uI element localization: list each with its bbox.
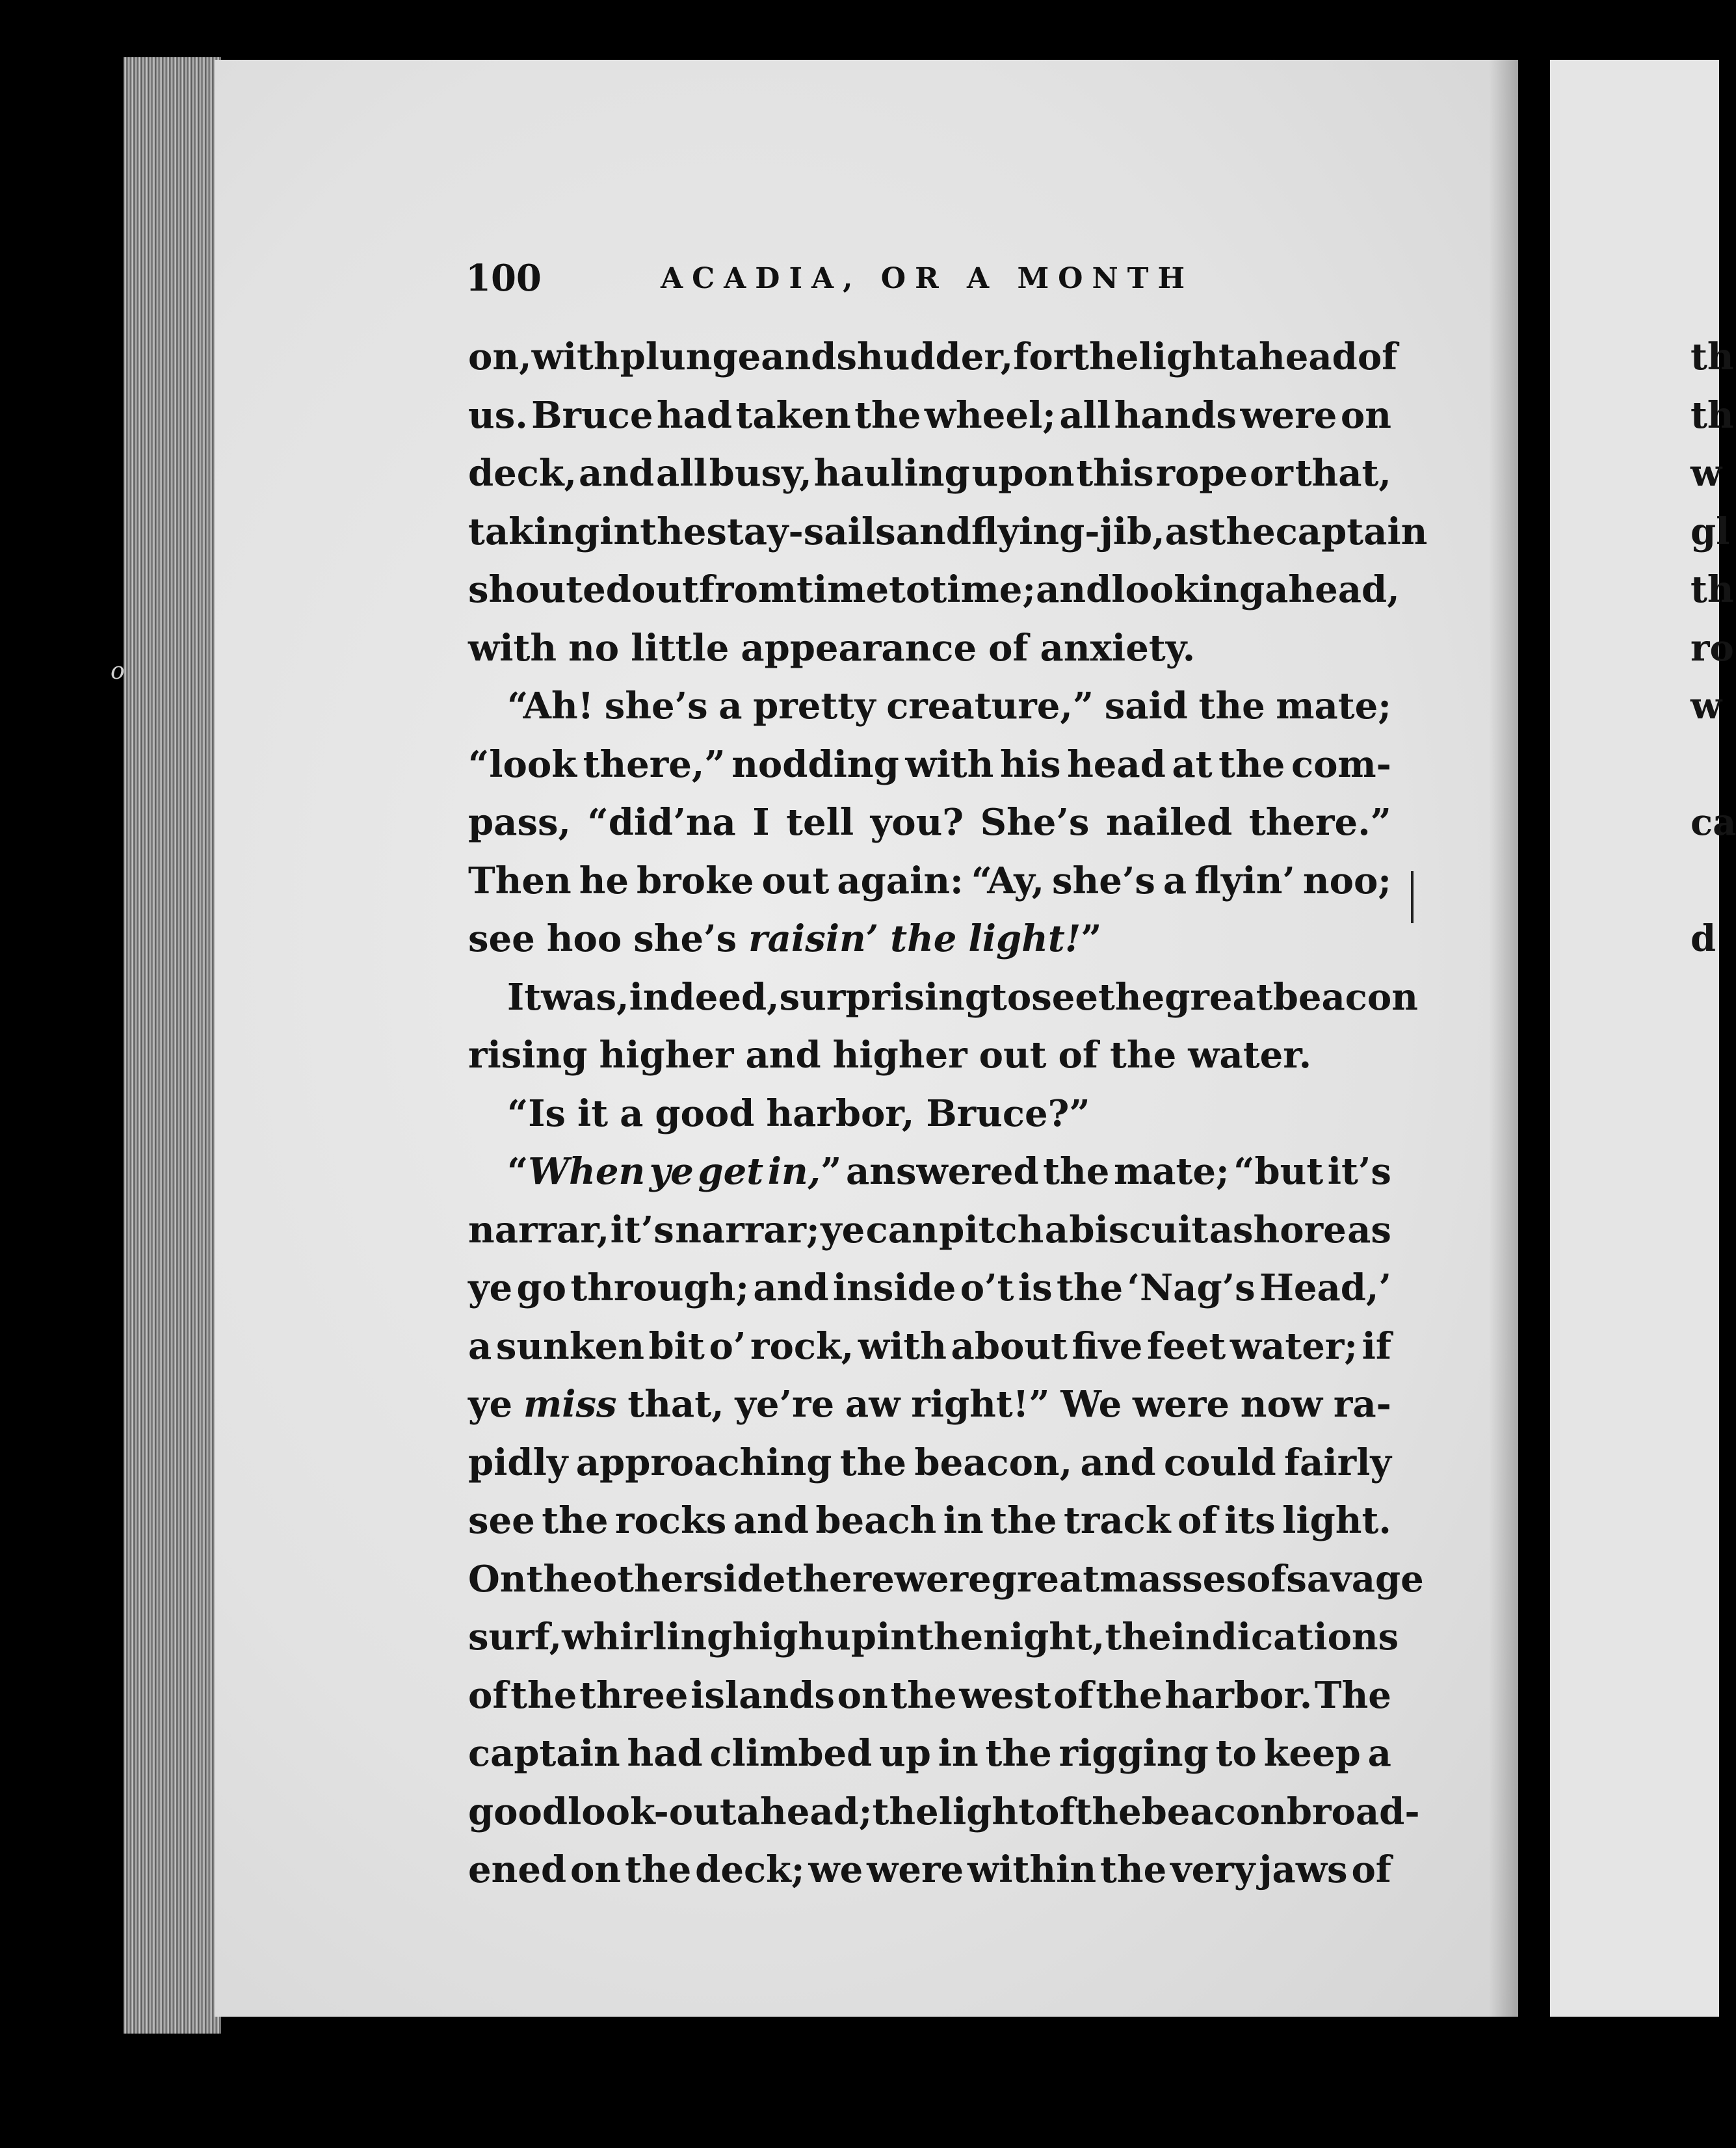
word: beacon, <box>914 1441 1073 1484</box>
word: and <box>579 452 655 495</box>
word: aw <box>845 1383 901 1426</box>
text-line <box>468 387 1391 445</box>
text-line <box>468 1783 1420 1842</box>
word: great <box>991 1557 1100 1601</box>
word: of <box>1351 1848 1391 1891</box>
word: whirling <box>562 1616 733 1658</box>
text-line <box>468 503 1428 562</box>
word: mate; <box>1113 1150 1230 1193</box>
word: good <box>468 1790 568 1833</box>
word: a <box>1367 1732 1391 1775</box>
word: tell <box>786 801 854 844</box>
word: other <box>592 1557 703 1601</box>
word: a <box>1163 859 1187 902</box>
word: all <box>656 452 707 495</box>
text-line <box>468 1201 1391 1260</box>
word: the <box>1075 1790 1142 1833</box>
word: the <box>916 1616 984 1658</box>
word: is <box>1018 1266 1053 1309</box>
word: “look <box>468 742 577 786</box>
word: islands <box>690 1673 835 1717</box>
word: appearance <box>741 626 977 670</box>
word: ened <box>468 1848 567 1891</box>
word: the <box>1198 685 1265 727</box>
word: through; <box>570 1266 750 1309</box>
word: had <box>656 393 733 437</box>
word: ahead <box>1235 335 1358 378</box>
word: flying-jib, <box>971 510 1165 553</box>
word: pidly <box>468 1441 568 1484</box>
facing-page-fragment <box>1690 736 1715 794</box>
word: plunge <box>620 335 761 378</box>
facing-page-fragment: w <box>1690 685 1722 727</box>
word: of <box>1053 1673 1094 1717</box>
word: there.” <box>1248 801 1391 844</box>
word: ahead; <box>736 1790 873 1833</box>
word: ra- <box>1333 1383 1391 1426</box>
page-number: 100 <box>466 257 542 300</box>
word: deck; <box>695 1848 805 1891</box>
word: if <box>1361 1324 1391 1368</box>
word: We <box>1060 1383 1122 1426</box>
word: surf, <box>468 1616 562 1658</box>
word: the <box>1218 742 1285 786</box>
word: with <box>858 1324 947 1368</box>
word: indeed, <box>629 975 780 1019</box>
word: ‘Nag’s <box>1127 1266 1256 1309</box>
margin-mark: o <box>111 658 125 685</box>
word: upon <box>971 452 1075 495</box>
word: with <box>531 335 620 378</box>
word: hauling <box>813 452 970 495</box>
word: out <box>979 1034 1047 1077</box>
word: It <box>507 975 542 1019</box>
text-line <box>468 1259 1391 1318</box>
word: “Ay, <box>971 859 1045 902</box>
word: great <box>1164 975 1273 1019</box>
facing-page-fragment: th <box>1690 393 1734 437</box>
word: now <box>1240 1383 1323 1426</box>
text-line <box>468 1027 1391 1085</box>
text-line <box>468 561 1400 620</box>
word: were <box>1240 393 1337 437</box>
text-line <box>468 1434 1391 1493</box>
body-text <box>468 328 1428 1900</box>
word: the <box>1098 975 1165 1019</box>
word: and <box>733 1499 809 1542</box>
text-line <box>468 1143 1391 1201</box>
facing-page-fragment: gl <box>1690 510 1730 553</box>
word: Bruce <box>531 393 653 437</box>
word: savage <box>1286 1557 1424 1601</box>
word: Bruce?” <box>926 1092 1090 1135</box>
word: the <box>872 1790 939 1833</box>
word: about <box>951 1324 1068 1368</box>
word: narrar; <box>675 1208 820 1251</box>
word: miss <box>523 1383 617 1426</box>
word: and <box>895 510 971 553</box>
text-line <box>468 445 1391 503</box>
word: and <box>753 1266 829 1309</box>
page-edges <box>124 57 221 2034</box>
word: that, <box>627 1383 724 1426</box>
word: time <box>796 568 889 611</box>
word: good <box>655 1092 755 1135</box>
word: time; <box>930 568 1036 611</box>
text-line <box>468 1841 1391 1900</box>
word: the <box>1105 1616 1172 1658</box>
word: a <box>468 1324 492 1368</box>
word: narrar, <box>468 1208 610 1251</box>
facing-page-fragment: ca <box>1690 801 1736 844</box>
word: were <box>894 1557 992 1601</box>
word: indications <box>1171 1616 1399 1658</box>
word: fairly <box>1283 1441 1391 1484</box>
text-line <box>468 852 1391 911</box>
text-line <box>468 1085 1391 1144</box>
word: the <box>1110 1034 1177 1077</box>
facing-page-text <box>1690 328 1736 969</box>
word: the <box>1072 335 1139 378</box>
word: broke <box>637 859 754 902</box>
word: to <box>889 568 930 611</box>
word: The <box>1314 1673 1391 1717</box>
word: the <box>1100 1848 1167 1891</box>
word: Then <box>468 859 572 902</box>
word: ye <box>468 1266 513 1309</box>
word: water. <box>1188 1034 1312 1077</box>
word: rocks <box>614 1499 727 1542</box>
word: little <box>631 626 730 670</box>
word: out <box>631 568 699 611</box>
word: in <box>943 1499 984 1542</box>
word: it <box>577 1092 609 1135</box>
word: of <box>1177 1499 1218 1542</box>
word: right!” <box>911 1383 1050 1426</box>
word: on <box>837 1673 888 1717</box>
word: or <box>1250 452 1293 495</box>
word: was, <box>541 975 629 1019</box>
word: in <box>876 1616 917 1658</box>
spine-shadow <box>1489 60 1521 2017</box>
facing-page-fragment <box>1690 852 1715 911</box>
word: bit <box>648 1324 705 1368</box>
word: the <box>1209 510 1276 553</box>
word: on, <box>468 335 532 378</box>
word: there <box>785 1557 895 1601</box>
word: beacon <box>1141 1790 1287 1833</box>
text-line <box>468 794 1391 852</box>
word: o’ <box>709 1324 746 1368</box>
pencil-mark <box>1411 871 1414 923</box>
word: “Is <box>507 1092 566 1135</box>
word: it’s <box>610 1208 674 1251</box>
running-head <box>466 257 1246 309</box>
word: that, <box>1295 452 1391 495</box>
word: at <box>1172 742 1213 786</box>
word: water; <box>1230 1324 1358 1368</box>
word: head <box>1067 742 1166 786</box>
word: wheel; <box>924 393 1056 437</box>
word: side <box>702 1557 786 1601</box>
word: see <box>468 1499 535 1542</box>
word: broad- <box>1286 1790 1420 1833</box>
word: to <box>1215 1732 1257 1775</box>
text-line <box>468 1551 1424 1609</box>
word: his <box>999 742 1061 786</box>
word: mate; <box>1276 685 1391 727</box>
word: to <box>990 975 1032 1019</box>
word: she’s <box>633 917 737 960</box>
text-line <box>468 910 1391 969</box>
word: rigging <box>1059 1732 1209 1775</box>
word: this <box>1076 452 1154 495</box>
word: She’s <box>980 801 1090 844</box>
text-line <box>468 1492 1391 1551</box>
word: “but <box>1233 1150 1324 1193</box>
word: were <box>867 1848 964 1891</box>
text-line <box>468 1318 1391 1376</box>
word: keep <box>1263 1732 1361 1775</box>
word: and <box>745 1034 821 1077</box>
word: she’s <box>1052 859 1155 902</box>
text-line <box>468 620 1391 678</box>
word: feet <box>1147 1324 1226 1368</box>
word: sunken <box>495 1324 645 1368</box>
word: the <box>625 1848 692 1891</box>
facing-page-fragment: w <box>1690 452 1722 495</box>
word: the <box>510 1673 577 1717</box>
text-line <box>468 736 1391 794</box>
word: and <box>761 335 837 378</box>
word: and <box>1036 568 1112 611</box>
text-line <box>468 969 1418 1027</box>
word: the <box>990 1499 1057 1542</box>
word: for <box>1013 335 1073 378</box>
word: anxiety. <box>1040 626 1196 670</box>
facing-page-fragment: th <box>1690 568 1734 611</box>
word: ye’re <box>735 1383 835 1426</box>
word: answered <box>845 1150 1039 1193</box>
word: the <box>854 393 921 437</box>
word: flyin’ <box>1194 859 1295 902</box>
word: captain <box>1275 510 1428 553</box>
word: light. <box>1282 1499 1391 1542</box>
word: ye <box>821 1208 865 1251</box>
word: rope <box>1155 452 1248 495</box>
word: masses <box>1099 1557 1246 1601</box>
word: ye <box>649 1150 694 1193</box>
word: taken <box>735 393 851 437</box>
word: pass, <box>468 801 571 844</box>
word: can <box>865 1208 938 1251</box>
word: nailed <box>1105 801 1233 844</box>
word: on <box>1340 393 1391 437</box>
word: the <box>1043 1150 1110 1193</box>
word: there,” <box>583 742 726 786</box>
word: up <box>824 1616 876 1658</box>
word: night, <box>983 1616 1105 1658</box>
word: within <box>967 1848 1097 1891</box>
word: On <box>468 1557 527 1601</box>
word: were <box>1133 1383 1230 1426</box>
word: track <box>1063 1499 1171 1542</box>
word: com- <box>1291 742 1391 786</box>
word: in,” <box>767 1150 842 1193</box>
word: taking <box>468 510 600 553</box>
word: light <box>938 1790 1035 1833</box>
word: approaching <box>575 1441 832 1484</box>
word: a <box>620 1092 644 1135</box>
word: on <box>570 1848 622 1891</box>
word: you? <box>870 801 964 844</box>
word: ashore <box>1209 1208 1347 1251</box>
word: the <box>839 1441 907 1484</box>
word: no <box>568 626 620 670</box>
text-line <box>468 1376 1391 1434</box>
word: creature,” <box>886 685 1094 727</box>
word: captain <box>468 1732 620 1775</box>
facing-page-fragment: ro <box>1690 626 1734 670</box>
word: us. <box>468 393 528 437</box>
word: ahead, <box>1265 568 1400 611</box>
word: nodding <box>731 742 899 786</box>
word: light!” <box>968 917 1102 960</box>
word: “Ah! <box>507 685 594 727</box>
word: light <box>1138 335 1235 378</box>
word: as <box>1347 1208 1391 1251</box>
word: the <box>890 917 957 960</box>
word: a <box>1044 1208 1068 1251</box>
word: looking <box>1111 568 1265 611</box>
word: of <box>468 1673 508 1717</box>
word: five <box>1072 1324 1143 1368</box>
word: surprising <box>779 975 990 1019</box>
word: as <box>1164 510 1209 553</box>
word: busy, <box>709 452 812 495</box>
word: beach <box>815 1499 937 1542</box>
word: noo; <box>1302 859 1391 902</box>
word: the <box>526 1557 593 1601</box>
word: look-out <box>568 1790 737 1833</box>
word: climbed <box>709 1732 873 1775</box>
word: deck, <box>468 452 577 495</box>
word: biscuit <box>1069 1208 1209 1251</box>
word: shudder, <box>836 335 1014 378</box>
word: rising <box>468 1034 588 1077</box>
word: see <box>468 917 535 960</box>
word: the <box>1056 1266 1124 1309</box>
word: o’t <box>960 1266 1014 1309</box>
word: the <box>985 1732 1052 1775</box>
word: he <box>579 859 629 902</box>
word: had <box>627 1732 703 1775</box>
text-line <box>468 1667 1391 1725</box>
word: harbor. <box>1164 1673 1313 1717</box>
word: it’s <box>1327 1150 1391 1193</box>
word: with <box>905 742 994 786</box>
word: in <box>938 1732 979 1775</box>
word: Head,’ <box>1259 1266 1391 1309</box>
word: “When <box>507 1150 646 1193</box>
word: higher <box>599 1034 734 1077</box>
text-line <box>468 1608 1399 1667</box>
word: west <box>959 1673 1051 1717</box>
word: its <box>1224 1499 1276 1542</box>
facing-page-fragment: th <box>1690 335 1734 378</box>
running-title: ACADIA, OR A MONTH <box>661 262 1194 295</box>
word: out <box>761 859 830 902</box>
word: higher <box>832 1034 967 1077</box>
word: hoo <box>546 917 622 960</box>
facing-page-fragment: d <box>1690 917 1716 960</box>
word: the <box>890 1673 957 1717</box>
word: all <box>1059 393 1111 437</box>
word: could <box>1164 1441 1276 1484</box>
text-line <box>468 677 1391 736</box>
word: the <box>640 510 707 553</box>
word: pretty <box>753 685 876 727</box>
word: of <box>1058 1034 1098 1077</box>
word: of <box>1357 335 1398 378</box>
text-line <box>468 1725 1391 1783</box>
word: again: <box>837 859 964 902</box>
word: “did’na <box>587 801 736 844</box>
word: stay-sails <box>706 510 896 553</box>
word: said <box>1104 685 1188 727</box>
word: hands <box>1114 393 1237 437</box>
word: we <box>808 1848 863 1891</box>
word: pitch <box>939 1208 1044 1251</box>
word: the <box>542 1499 609 1542</box>
word: ye <box>468 1383 513 1426</box>
word: and <box>1080 1441 1156 1484</box>
word: very <box>1170 1848 1256 1891</box>
word: the <box>1096 1673 1163 1717</box>
word: shouted <box>468 568 631 611</box>
word: a <box>718 685 743 727</box>
word: up <box>879 1732 931 1775</box>
word: beacon <box>1272 975 1418 1019</box>
word: I <box>752 801 770 844</box>
word: high <box>732 1616 825 1658</box>
word: harbor, <box>766 1092 915 1135</box>
word: with <box>468 626 557 670</box>
word: get <box>698 1150 764 1193</box>
word: in <box>599 510 640 553</box>
word: see <box>1031 975 1099 1019</box>
word: inside <box>832 1266 956 1309</box>
word: of <box>1034 1790 1075 1833</box>
word: go <box>516 1266 567 1309</box>
word: rock, <box>750 1324 854 1368</box>
word: raisin’ <box>748 917 879 960</box>
word: three <box>579 1673 689 1717</box>
text-line <box>468 328 1398 387</box>
word: of <box>988 626 1029 670</box>
word: she’s <box>604 685 708 727</box>
word: from <box>698 568 797 611</box>
word: jaws <box>1259 1848 1348 1891</box>
word: of <box>1246 1557 1287 1601</box>
